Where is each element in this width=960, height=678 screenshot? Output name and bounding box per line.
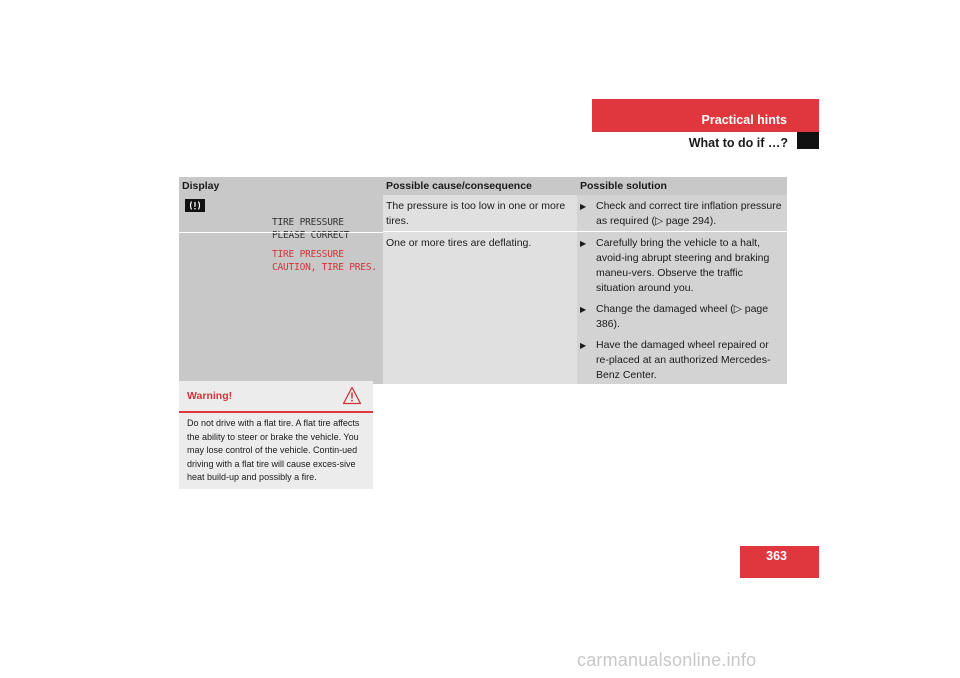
display-messages-table	[179, 177, 787, 384]
solution-text: Check and correct tire inflation pressure as required (▷ page 294).	[596, 200, 782, 227]
display-line: CAUTION, TIRE PRES.	[272, 262, 377, 273]
section-subtitle: What to do if …?	[688, 136, 788, 150]
solution-text: Carefully bring the vehicle to a halt, avoid-ing abrupt steering and braking maneu-vers. Observe the traffic situation around you.	[596, 237, 770, 294]
solution-item	[580, 199, 784, 229]
page-number: 363	[766, 549, 787, 563]
page-number-box	[740, 546, 819, 578]
warning-title: Warning!	[187, 390, 233, 402]
header-tab-marker	[797, 132, 819, 149]
solution-item	[580, 302, 784, 332]
arrow-bullet-icon: ▶	[580, 202, 587, 211]
row-separator	[179, 232, 383, 233]
warning-header	[179, 381, 373, 413]
arrow-bullet-icon: ▶	[580, 239, 587, 248]
solution-text: Change the damaged wheel (▷ page 386).	[596, 303, 769, 330]
tire-pressure-warning-icon	[185, 199, 205, 212]
display-column	[179, 195, 383, 384]
arrow-bullet-icon: ▶	[580, 305, 587, 314]
header-cause: Possible cause/consequence	[386, 180, 532, 192]
solution-group-2	[577, 232, 787, 383]
display-line: PLEASE CORRECT	[272, 230, 350, 241]
display-message-2	[272, 248, 377, 274]
warning-text: Do not drive with a flat tire. A flat tire affects the ability to steer or brake the vehicle. You may lose control of the vehicle. Contin-ued driving with a flat tire will cause exces-sive heat build-up and possibly a fire.	[187, 418, 360, 483]
cause-column	[383, 195, 577, 384]
watermark: carmanualsonline.info	[577, 650, 757, 670]
solution-item	[580, 236, 784, 296]
cause-text-1: The pressure is too low in one or more tires.	[386, 200, 566, 227]
display-line: TIRE PRESSURE	[272, 249, 344, 260]
warning-triangle-icon	[342, 386, 362, 405]
cause-text-2: One or more tires are deflating.	[386, 237, 532, 249]
display-line: TIRE PRESSURE	[272, 217, 344, 228]
section-title: Practical hints	[701, 113, 787, 127]
header-band	[592, 99, 819, 132]
solution-column	[577, 195, 787, 384]
solution-text: Have the damaged wheel repaired or re-placed at an authorized Mercedes-Benz Center.	[596, 339, 771, 381]
solution-group-1	[577, 195, 787, 232]
warning-box	[179, 381, 373, 489]
header-display: Display	[182, 180, 220, 192]
table-header	[179, 177, 787, 195]
arrow-bullet-icon: ▶	[580, 341, 587, 350]
table-body	[179, 195, 787, 384]
display-message-1	[272, 216, 349, 242]
solution-item	[580, 338, 784, 383]
header-solution: Possible solution	[580, 180, 667, 192]
